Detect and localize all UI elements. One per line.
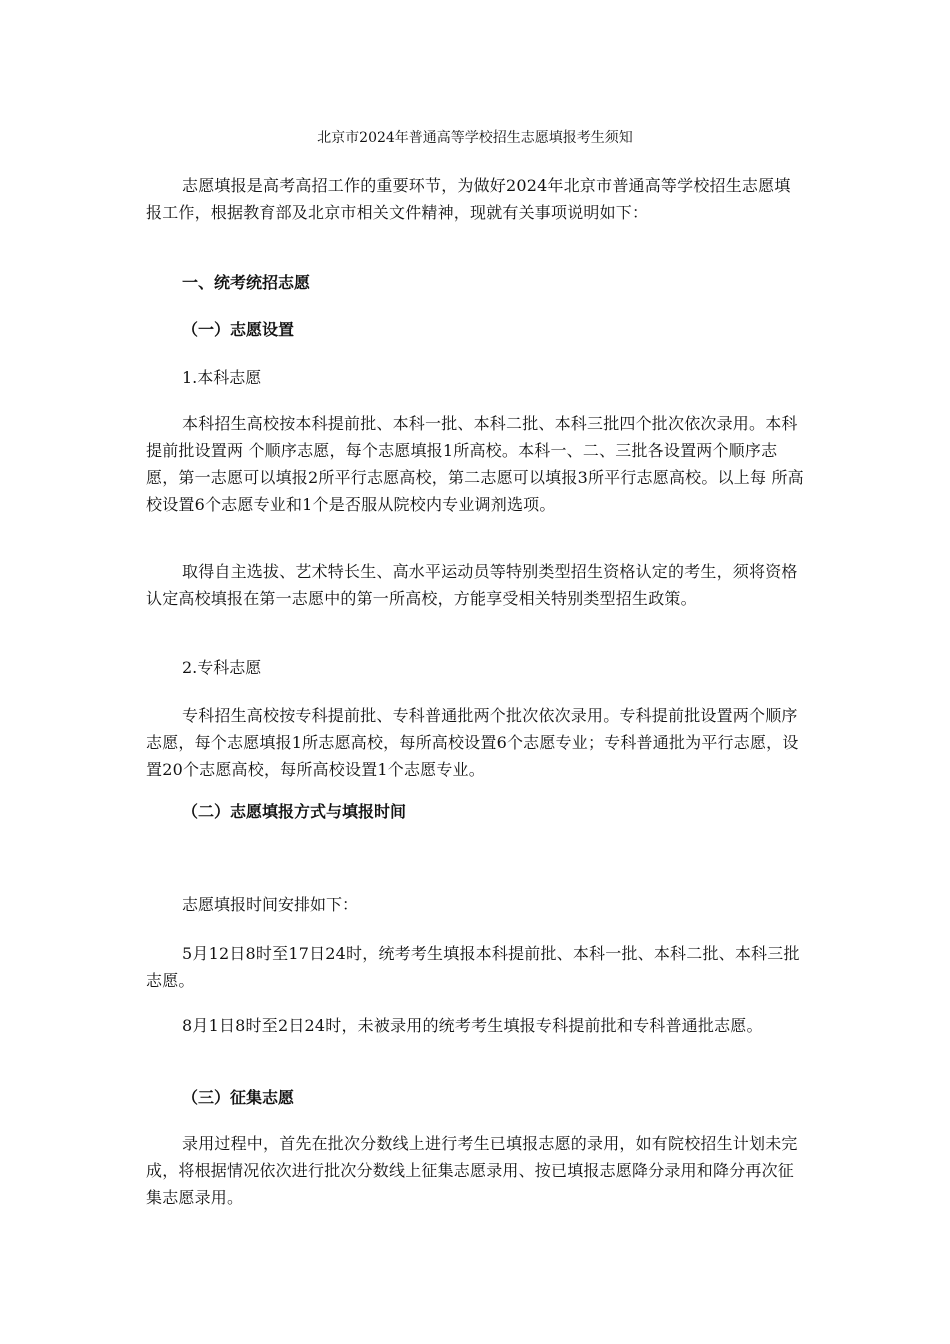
schedule-item-2: 8月1日8时至2日24时，未被录用的统考考生填报专科提前批和专科普通批志愿。 <box>182 1016 763 1035</box>
item-label-1: 1.本科志愿 <box>182 368 262 387</box>
document-title: 北京市2024年普通高等学校招生志愿填报考生须知 <box>317 130 633 146</box>
section-heading-1: 一、统考统招志愿 <box>182 273 311 292</box>
undergrad-paragraph-2: 取得自主选拔、艺术特长生、高水平运动员等特别类型招生资格认定的考生，须将资格认定高校填报在第一志愿中的第一所高校，方能享受相关特别类型招生政策。 <box>146 562 798 608</box>
intro-paragraph: 志愿填报是高考高招工作的重要环节，为做好2024年北京市普通高等学校招生志愿填报工作，根据教育部及北京市相关文件精神，现就有关事项说明如下： <box>146 176 791 222</box>
collect-paragraph: 录用过程中，首先在批次分数线上进行考生已填报志愿的录用，如有院校招生计划未完成，将根据情况依次进行批次分数线上征集志愿录用、按已填报志愿降分录用和降分再次征集志愿录用。 <box>146 1134 798 1207</box>
schedule-intro: 志愿填报时间安排如下： <box>182 895 359 914</box>
junior-college-paragraph: 专科招生高校按专科提前批、专科普通批两个批次依次录用。专科提前批设置两个顺序志愿，每个志愿填报1所志愿高校，每所高校设置6个志愿专业；专科普通批为平行志愿，设置20个志愿高校，每所高校设置1个志愿专业。 <box>146 706 799 779</box>
undergrad-paragraph-1: 本科招生高校按本科提前批、本科一批、本科二批、本科三批四个批次依次录用。本科提前批设置两 个顺序志愿，每个志愿填报1所高校。本科一、二、三批各设置两个顺序志愿，第一志愿可以填报2所平行志愿高校，第二志愿可以填报3所平行志愿高校。以上每 所高校设置6个志愿专业和1个是否服从院校内专业调剂选项。 <box>146 414 804 514</box>
schedule-item-1: 5月12日8时至17日24时，统考考生填报本科提前批、本科一批、本科二批、本科三批志愿。 <box>146 944 800 990</box>
subsection-heading-2: （二）志愿填报方式与填报时间 <box>182 802 407 821</box>
subsection-heading-3: （三）征集志愿 <box>182 1088 295 1107</box>
subsection-heading-1: （一）志愿设置 <box>182 320 295 339</box>
item-label-2: 2.专科志愿 <box>182 658 262 677</box>
